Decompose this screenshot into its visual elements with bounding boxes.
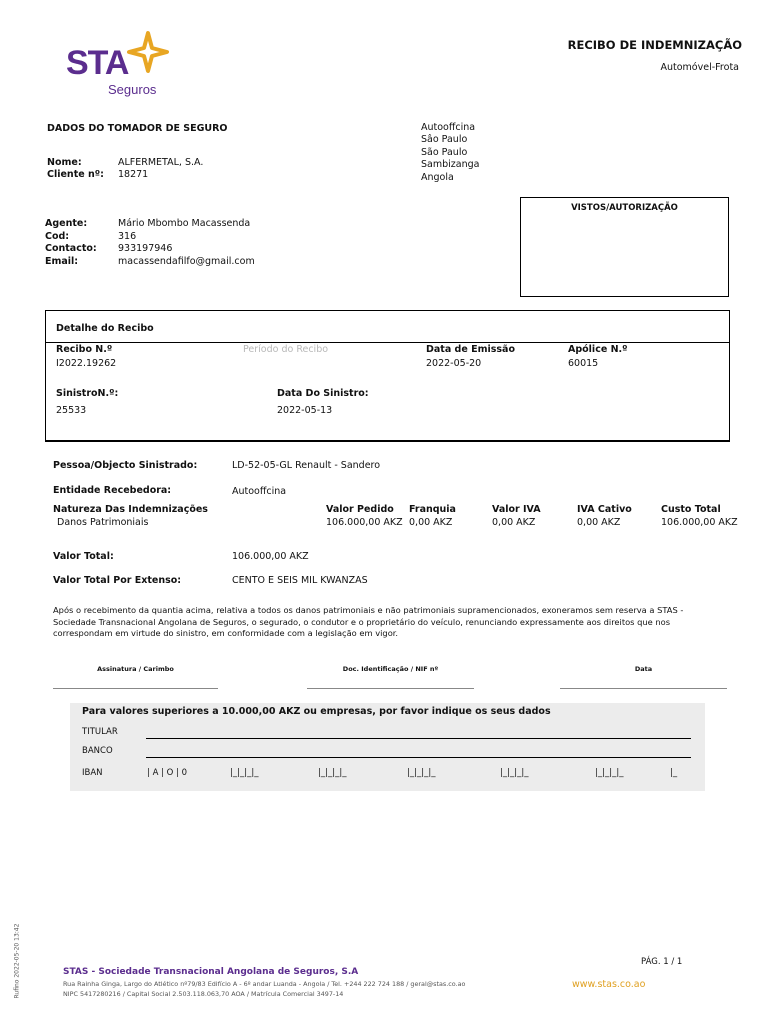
extenso-label: Valor Total Por Extenso: <box>53 575 182 586</box>
nome-value: ALFERMETAL, S.A. <box>118 157 204 168</box>
table-header-valor-pedido: Valor Pedido <box>326 504 394 515</box>
bank-details-box <box>70 703 705 791</box>
contacto-value: 933197946 <box>118 243 173 255</box>
pessoa-label: Pessoa/Objecto Sinistrado: <box>53 460 198 471</box>
total-value: 106.000,00 AKZ <box>232 551 309 562</box>
page-number: PÁG. 1 / 1 <box>641 957 683 967</box>
document-title: RECIBO DE INDEMNIZAÇÃO <box>567 38 742 52</box>
agente-label: Agente: <box>45 218 88 229</box>
vistos-title: VISTOS/AUTORIZAÇÃO <box>571 203 678 213</box>
declaracao-text <box>53 605 683 640</box>
table-cell-valor-iva: 0,00 AKZ <box>492 517 536 528</box>
agente-values <box>118 218 255 268</box>
address-line: São Paulo <box>421 146 468 158</box>
titular-field[interactable] <box>146 738 691 739</box>
email-value: macassendafilfo@gmail.com <box>118 255 255 267</box>
agente-value: Mário Mbombo Macassenda <box>118 218 251 229</box>
cod-value: 316 <box>118 230 137 242</box>
vistos-box <box>520 197 729 297</box>
iban-group[interactable]: |_|_|_|_ <box>500 768 529 778</box>
iban-label: IBAN <box>82 768 103 778</box>
recibo-label: Recibo N.º <box>56 344 113 355</box>
address-line: Autooffcina <box>421 122 476 133</box>
logo-main-text: STA <box>66 44 129 82</box>
footer-website[interactable]: www.stas.co.ao <box>572 979 646 990</box>
declaracao-line: Sociedade Transnacional Angolana de Seguros, o segurado, o condutor e o proprietário do veículo, renunciando expressamente aos direitos que nos <box>53 616 671 627</box>
iban-group[interactable]: |_ <box>670 768 678 778</box>
cliente-value: 18271 <box>118 169 149 180</box>
table-cell-franquia: 0,00 AKZ <box>409 517 453 528</box>
doc-label: Doc. Identificação / NIF nº <box>342 665 439 673</box>
address-line: Sambizanga <box>421 159 480 171</box>
logo-sub-text: Seguros <box>108 82 157 97</box>
emissao-value: 2022-05-20 <box>426 358 482 369</box>
sinistro-value: 25533 <box>56 405 87 416</box>
periodo-label: Período do Recibo <box>243 344 329 355</box>
pessoa-value: LD-52-05-GL Renault - Sandero <box>232 460 381 471</box>
banco-label: BANCO <box>82 746 113 756</box>
data-sinistro-label: Data Do Sinistro: <box>277 388 369 399</box>
detalhe-divider <box>46 342 729 343</box>
address-line: Angola <box>421 171 454 183</box>
tomador-section-title: DADOS DO TOMADOR DE SEGURO <box>47 123 228 134</box>
contacto-label: Contacto: <box>45 243 97 255</box>
assinatura-label: Assinatura / Carimbo <box>97 665 174 673</box>
footer-address: Rua Rainha Ginga, Largo do Atlético nº79/83 Edifício A - 6º andar Luanda - Angola / Tel. +244 222 724 188 / geral@stas.co.ao <box>63 980 466 988</box>
cliente-label: Cliente nº: <box>47 169 104 180</box>
data-label: Data <box>634 665 653 673</box>
apolice-label: Apólice N.º <box>568 344 628 355</box>
email-label: Email: <box>45 255 79 267</box>
extenso-value: CENTO E SEIS MIL KWANZAS <box>232 575 368 586</box>
iban-group[interactable]: |_|_|_|_ <box>407 768 436 778</box>
address-line: Sâo Paulo <box>421 134 468 146</box>
table-header-valor-iva: Valor IVA <box>492 504 541 515</box>
bank-title: Para valores superiores a 10.000,00 AKZ ou empresas, por favor indique os seus dados <box>82 706 551 717</box>
agente-block <box>45 218 97 268</box>
total-label: Valor Total: <box>53 551 114 562</box>
entidade-label: Entidade Recebedora: <box>53 485 172 496</box>
table-cell-valor-pedido: 106.000,00 AKZ <box>326 517 403 528</box>
footer-company: STAS - Sociedade Transnacional Angolana de Seguros, S.A <box>63 967 359 977</box>
table-cell-iva-cativo: 0,00 AKZ <box>577 517 621 528</box>
table-header-custo-total: Custo Total <box>661 504 721 515</box>
emissao-label: Data de Emissão <box>426 344 515 355</box>
iban-group[interactable]: |_|_|_|_ <box>318 768 347 778</box>
detalhe-box <box>45 310 730 442</box>
data-sinistro-value: 2022-05-13 <box>277 405 333 416</box>
declaracao-line: Após o recebimento da quantia acima, relativa a todos os danos patrimoniais e não patrimoniais supramencionados, exoneramos sem reserva a STAS - <box>53 605 684 615</box>
table-header-franquia: Franquia <box>409 504 456 515</box>
logo-star-icon <box>126 30 170 74</box>
table-cell-natureza: Danos Patrimoniais <box>57 517 149 528</box>
recibo-value: I2022.19262 <box>56 358 117 369</box>
nome-label: Nome: <box>47 157 82 168</box>
company-logo <box>66 30 176 100</box>
document-subtitle: Automóvel-Frota <box>660 62 739 73</box>
data-line <box>560 688 727 689</box>
banco-field[interactable] <box>146 757 691 758</box>
titular-label: TITULAR <box>82 727 118 737</box>
iban-group[interactable]: |_|_|_|_ <box>230 768 259 778</box>
doc-line <box>307 688 474 689</box>
detalhe-title: Detalhe do Recibo <box>56 323 154 334</box>
table-header-natureza: Natureza Das Indemnizações <box>53 504 208 515</box>
table-cell-custo-total: 106.000,00 AKZ <box>661 517 738 528</box>
entidade-value: Autooffcina <box>232 486 287 497</box>
footer-nipc: NIPC 5417280216 / Capital Social 2.503.118.063,70 AOA / Matrícula Comercial 3497-14 <box>63 990 344 998</box>
side-note: Rufino 2022-05-20 13:42 <box>13 923 21 999</box>
address-block <box>421 122 479 184</box>
cod-label: Cod: <box>45 230 70 242</box>
iban-group[interactable]: |_|_|_|_ <box>595 768 624 778</box>
apolice-value: 60015 <box>568 358 599 369</box>
iban-prefix: | A | O | 0 <box>147 768 188 778</box>
sinistro-label: SinistroN.º: <box>56 388 119 399</box>
declaracao-line: correspondam em virtude do sinistro, em conformidade com a legislação em vigor. <box>53 628 399 638</box>
table-header-iva-cativo: IVA Cativo <box>577 504 632 515</box>
assinatura-line <box>53 688 218 689</box>
